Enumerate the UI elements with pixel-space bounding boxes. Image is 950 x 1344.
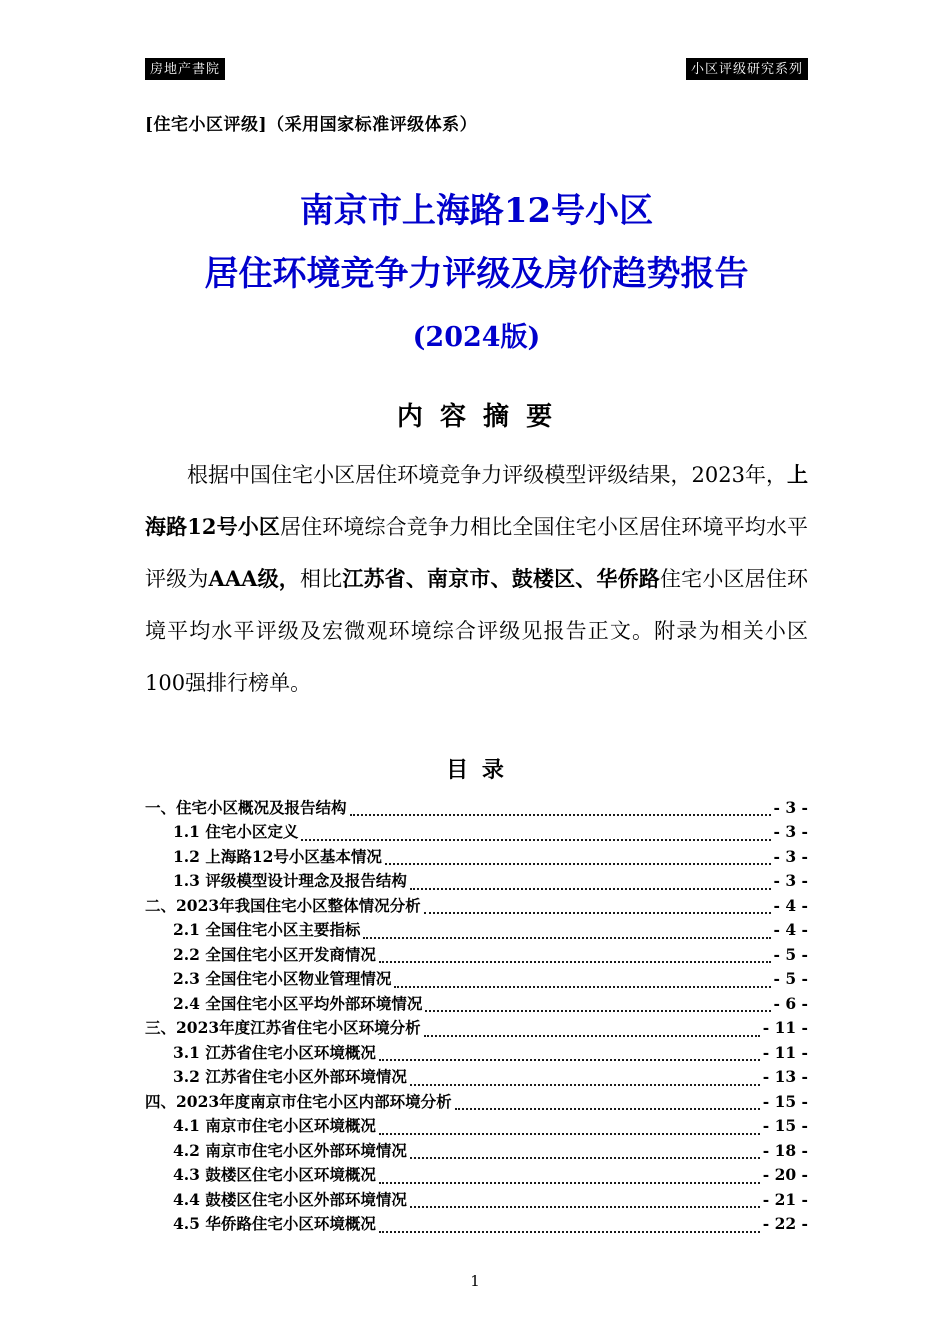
toc-entry-page: - 18 - [762, 1140, 808, 1160]
toc-entry-label: 四、2023年度南京市住宅小区内部环境分析 [145, 1091, 452, 1111]
toc-entry[interactable] [145, 967, 808, 992]
toc-entry-page: - 22 - [762, 1214, 808, 1234]
toc-entry[interactable] [145, 796, 808, 821]
toc-entry-label: 4.3 鼓楼区住宅小区环境概况 [173, 1165, 376, 1185]
summary-text-bold: AAA级， [208, 565, 300, 591]
report-edition: (2024版) [412, 321, 541, 353]
toc-dot-leader [410, 1084, 760, 1086]
page-header [145, 58, 808, 80]
toc-dot-leader [424, 912, 771, 914]
summary-paragraph [145, 449, 808, 709]
toc-entry[interactable] [145, 992, 808, 1017]
toc-dot-leader [410, 888, 771, 890]
toc-dot-leader [350, 814, 771, 816]
toc-entry-page: - 11 - [762, 1042, 808, 1062]
toc-entry[interactable] [145, 1090, 808, 1115]
toc-dot-leader [379, 1182, 760, 1184]
summary-text-bold: 江苏省、南京市、鼓楼区、华侨路 [342, 565, 660, 591]
toc-entry-page: - 20 - [762, 1165, 808, 1185]
toc-entry-page: - 13 - [762, 1067, 808, 1087]
toc-dot-leader [301, 839, 770, 841]
toc-dot-leader [410, 1157, 760, 1159]
summary-text: 居住环境综合竞争力相比全国住宅小区居住环境平均水平评级为 [145, 514, 808, 591]
toc-entry-page: - 4 - [773, 895, 808, 915]
toc-entry[interactable] [145, 869, 808, 894]
summary-text-bold: 上海路12号小区 [145, 461, 808, 539]
toc-heading: 目 录 [446, 757, 507, 783]
report-title-line2: 居住环境竞争力评级及房价趋势报告 [204, 253, 749, 294]
toc-entry-label: 4.2 南京市住宅小区外部环境情况 [173, 1140, 407, 1160]
toc-entry-label: 3.2 江苏省住宅小区外部环境情况 [173, 1067, 407, 1087]
toc-dot-leader [379, 1231, 760, 1233]
toc-dot-leader [379, 1059, 760, 1061]
toc-entry-label: 三、2023年度江苏省住宅小区环境分析 [145, 1018, 421, 1038]
toc-entry-page: - 15 - [762, 1116, 808, 1136]
toc-entry[interactable] [145, 1114, 808, 1139]
toc-dot-leader [379, 961, 771, 963]
toc-entry[interactable] [145, 918, 808, 943]
toc-entry[interactable] [145, 820, 808, 845]
document-classification: [住宅小区评级]（采用国家标准评级体系） [145, 115, 478, 135]
toc-entry-page: - 5 - [773, 944, 808, 964]
toc-dot-leader [424, 1035, 760, 1037]
toc-entry-label: 1.3 评级模型设计理念及报告结构 [173, 871, 407, 891]
toc-entry-label: 4.4 鼓楼区住宅小区外部环境情况 [173, 1189, 407, 1209]
table-of-contents [145, 796, 808, 1237]
toc-entry-label: 2.4 全国住宅小区平均外部环境情况 [173, 993, 423, 1013]
toc-entry-label: 3.1 江苏省住宅小区环境概况 [173, 1042, 376, 1062]
toc-dot-leader [425, 1010, 770, 1012]
toc-entry-label: 4.5 华侨路住宅小区环境概况 [173, 1214, 376, 1234]
header-left-label: 房地产書院 [145, 58, 225, 80]
toc-entry-page: - 21 - [762, 1189, 808, 1209]
toc-entry-label: 一、住宅小区概况及报告结构 [145, 797, 347, 817]
toc-entry[interactable] [145, 1041, 808, 1066]
toc-entry-page: - 3 - [773, 871, 808, 891]
toc-entry-page: - 5 - [773, 969, 808, 989]
summary-text: 根据中国住宅小区居住环境竞争力评级模型评级结果，2023年， [187, 462, 787, 487]
toc-entry[interactable] [145, 1139, 808, 1164]
toc-entry-label: 1.1 住宅小区定义 [173, 822, 299, 842]
toc-entry-label: 2.1 全国住宅小区主要指标 [173, 920, 361, 940]
toc-dot-leader [385, 863, 771, 865]
page-number: 1 [470, 1272, 480, 1290]
toc-dot-leader [455, 1108, 760, 1110]
toc-entry-label: 二、2023年我国住宅小区整体情况分析 [145, 895, 421, 915]
toc-entry-label: 2.2 全国住宅小区开发商情况 [173, 944, 376, 964]
toc-entry[interactable] [145, 1188, 808, 1213]
summary-text: 相比 [299, 566, 343, 591]
toc-entry-label: 1.2 上海路12号小区基本情况 [173, 846, 382, 866]
toc-entry-page: - 11 - [762, 1018, 808, 1038]
toc-entry-page: - 4 - [773, 920, 808, 940]
toc-entry-page: - 3 - [773, 797, 808, 817]
summary-text: 住宅小区居住环境平均水平评级及宏微观环境综合评级见报告正文。附录为相关小区100强排行榜单。 [145, 566, 809, 695]
toc-entry-page: - 15 - [762, 1091, 808, 1111]
toc-entry[interactable] [145, 1016, 808, 1041]
toc-entry[interactable] [145, 845, 808, 870]
toc-entry-page: - 3 - [773, 846, 808, 866]
toc-entry-label: 4.1 南京市住宅小区环境概况 [173, 1116, 376, 1136]
toc-dot-leader [379, 1133, 760, 1135]
toc-dot-leader [363, 937, 770, 939]
header-right-label: 小区评级研究系列 [686, 58, 808, 80]
toc-entry[interactable] [145, 1065, 808, 1090]
toc-entry-page: - 6 - [773, 993, 808, 1013]
report-title-line1: 南京市上海路12号小区 [299, 191, 654, 231]
toc-entry-page: - 3 - [773, 822, 808, 842]
toc-dot-leader [410, 1206, 760, 1208]
summary-heading: 内 容 摘 要 [396, 401, 557, 432]
toc-entry[interactable] [145, 1212, 808, 1237]
toc-entry-label: 2.3 全国住宅小区物业管理情况 [173, 969, 392, 989]
toc-entry[interactable] [145, 943, 808, 968]
toc-entry[interactable] [145, 894, 808, 919]
toc-entry[interactable] [145, 1163, 808, 1188]
toc-dot-leader [394, 986, 770, 988]
